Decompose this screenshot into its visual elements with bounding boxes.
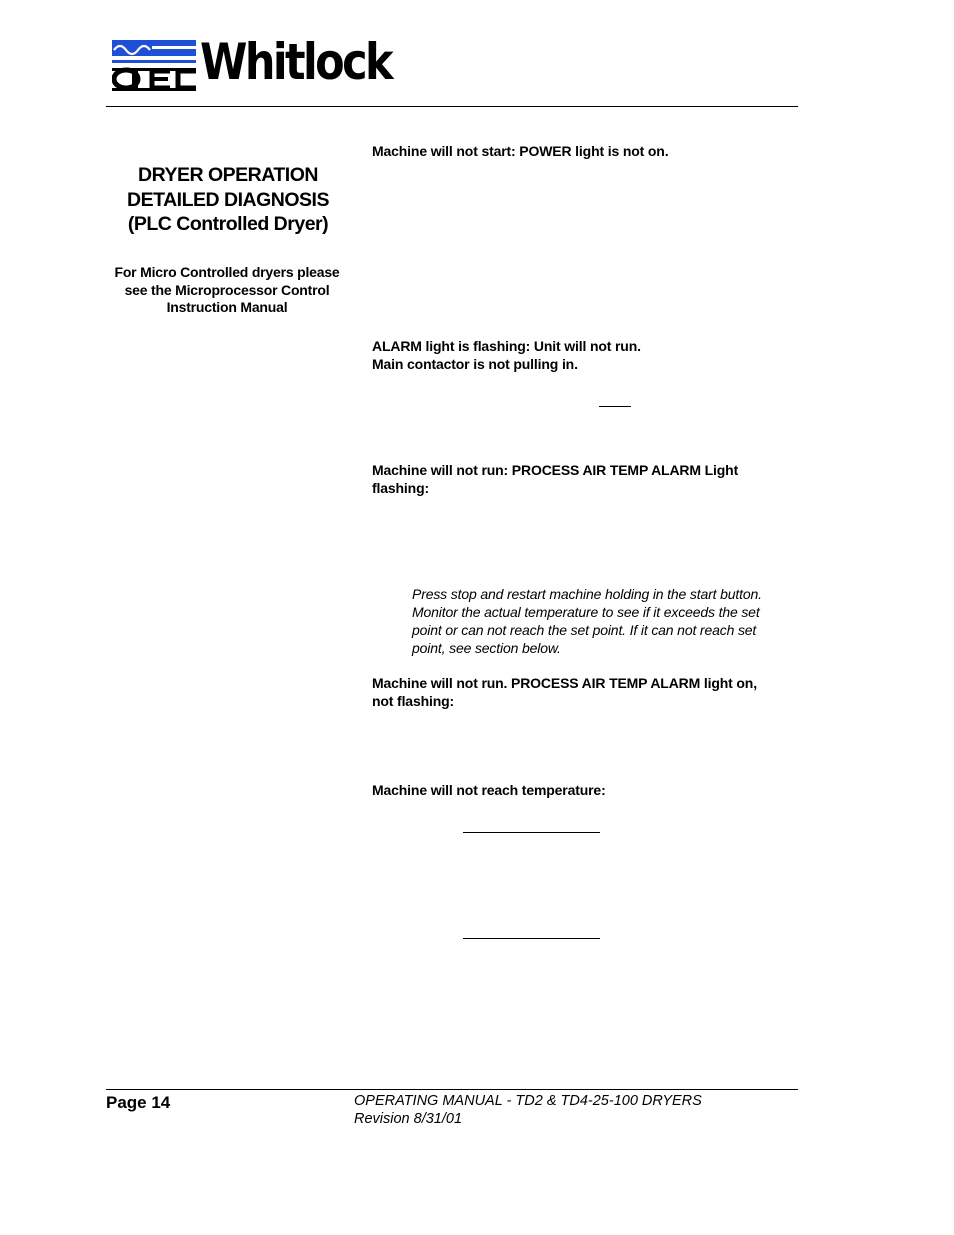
note-line: see the Microprocessor Control: [124, 281, 330, 298]
section-title: [106, 163, 350, 237]
section-title-line: DRYER OPERATION: [138, 164, 318, 186]
heading-process-air-on: [372, 674, 798, 710]
underline-mark: [463, 832, 600, 833]
footer-manual-info: [354, 1093, 702, 1128]
heading-process-air-flashing: [372, 461, 798, 497]
heading-line: flashing:: [372, 480, 429, 496]
company-logo: [112, 33, 422, 92]
instruction-line: Monitor the actual temperature to see if it exceeds the set: [412, 604, 760, 620]
heading-alarm-flashing: [372, 337, 798, 373]
revision-date: Revision 8/31/01: [354, 1110, 463, 1127]
heading-line: Main contactor is not pulling in.: [372, 356, 578, 372]
section-title-line: DETAILED DIAGNOSIS: [127, 188, 329, 211]
logo-wordmark: Whitlock: [200, 33, 392, 91]
note-line: Instruction Manual: [166, 299, 288, 316]
instruction-line: Press stop and restart machine holding in the start button.: [412, 586, 762, 602]
heading-line: Machine will not start: POWER light is not on.: [372, 143, 669, 159]
heading-line: Machine will not reach temperature:: [372, 782, 606, 798]
heading-power-light: [372, 142, 798, 160]
heading-not-reach-temperature: [372, 781, 798, 799]
heading-line: Machine will not run: PROCESS AIR TEMP ALARM Light: [372, 462, 739, 478]
note-line: For Micro Controlled dryers please: [114, 264, 340, 280]
heading-line: ALARM light is flashing: Unit will not run.: [372, 338, 641, 354]
heading-line: not flashing:: [372, 693, 455, 709]
section-title-line: (PLC Controlled Dryer): [127, 213, 329, 235]
heading-line: Machine will not run. PROCESS AIR TEMP ALARM light on,: [372, 675, 757, 691]
manual-title: OPERATING MANUAL - TD2 & TD4-25-100 DRYERS: [354, 1093, 702, 1109]
process-air-instructions: [412, 585, 798, 657]
micro-controlled-note: [104, 264, 350, 317]
footer-divider: [106, 1089, 798, 1090]
header-divider: [106, 106, 798, 107]
page-number: Page 14: [106, 1093, 171, 1112]
underline-mark: [599, 406, 631, 407]
aec-logo-mark-icon: [112, 38, 202, 92]
instruction-line: point, see section below.: [412, 640, 561, 656]
underline-mark: [463, 938, 600, 939]
instruction-line: point or can not reach the set point. If it can not reach set: [412, 622, 757, 638]
